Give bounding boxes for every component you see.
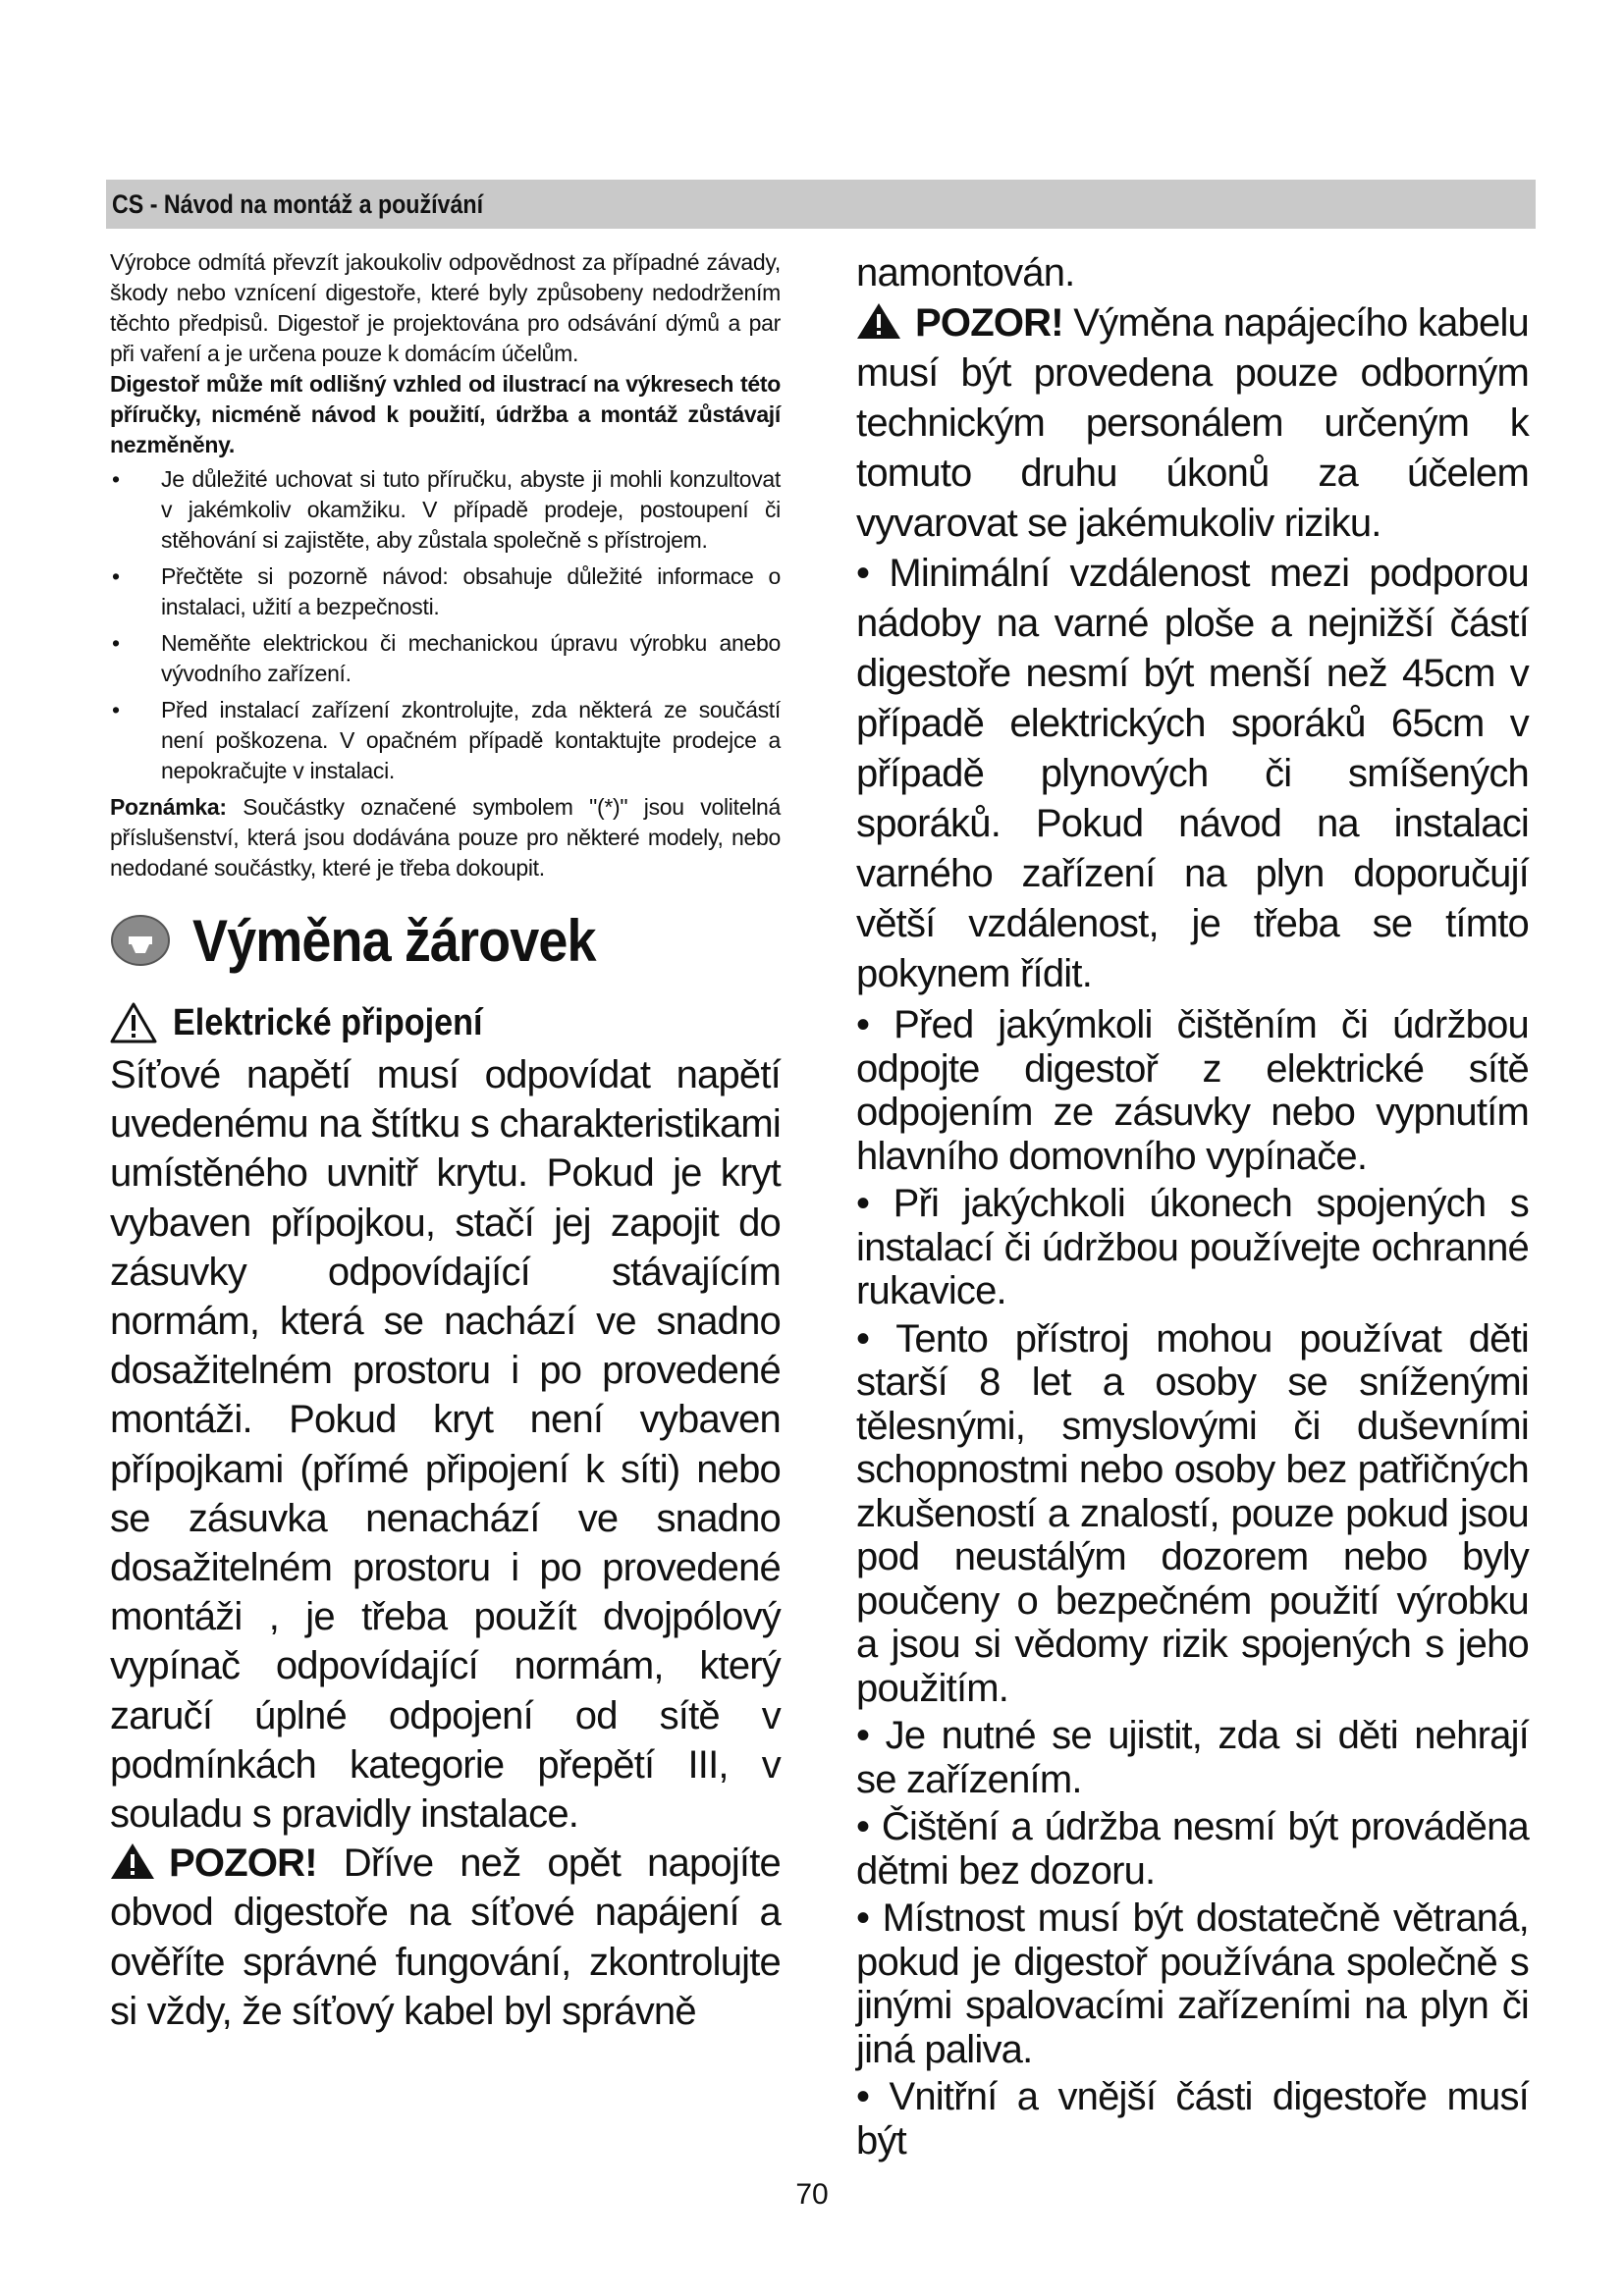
intro-bullet-list (110, 464, 781, 786)
bullet-icon: • (856, 1896, 870, 1940)
intro-paragraph: Výrobce odmítá převzít jakoukoliv odpovědnost za případné závady, škody nebo vznícení digestoře, které byly způsobeny nedodržením těchto předpisů. Digestoř je projektována pro odsávání dýmů a par při vaření a je určena pouze k domácím účelům. (110, 249, 781, 366)
bullet-icon: • (856, 1714, 870, 1757)
bullet-icon: • (856, 1316, 870, 1361)
list-item: • Je důležité uchovat si tuto příručku, abyste ji mohli konzultovat v jakémkoliv okamžiku. V případě prodeje, postoupení či stěhování si zajistěte, aby zůstala společně s přístrojem. (112, 466, 781, 553)
pozor-label: POZOR! (169, 1842, 317, 1886)
list-item: • Minimální vzdálenost mezi podporou nádoby na varné ploše a nejnižší částí digestoře nesmí být menší než 45cm v případě elektrických sporáků 65cm v případě plynových či smíšených sporáků. Pokud návod na instalaci varného zařízení na plyn doporučují větší vzdálenost, je třeba se tímto pokynem řídit. (856, 552, 1529, 995)
electrical-body: Síťové napětí musí odpovídat napětí uvedenému na štítku s charakteristikami umístěného uvnitř krytu. Pokud je kryt vybaven přípojkou, stačí jej zapojit do zásuvky odpovídající stávajícím normám, která se nachází ve snadno dosažitelném prostoru i po provedené montáži. Pokud kryt není vybaven přípojkami (přímé připojení k síti) nebo se zásuvka nenachází ve snadno dosažitelném prostoru i po provedené montáži , je třeba použít dvojpólový vypínač odpovídající normám, který zaručí úplné odpojení od sítě v podmínkách kategorie přepětí III, v souladu s pravidly instalace. (110, 1053, 781, 1837)
pozor-paragraph (110, 1839, 781, 2036)
warning-outline-icon (110, 1001, 157, 1044)
list-item: • Neměňte elektrickou či mechanickou úpravu výrobku anebo vývodního zařízení. (112, 630, 781, 686)
intro-bold-paragraph: Digestoř může mít odlišný vzhled od ilustrací na výkresech této příručky, nicméně návod k použití, údržba a montáž zůstávají nezměněny. (110, 371, 781, 457)
list-item: • Je nutné se ujistit, zda si děti nehrají se zařízením. (856, 1714, 1529, 1801)
page-number: 70 (795, 2178, 829, 2211)
right-column (856, 247, 1529, 2166)
list-item: • Při jakýchkoli úkonech spojených s instalací či údržbou používejte ochranné rukavice. (856, 1182, 1529, 1312)
section-title: Výměna žárovek (192, 907, 596, 974)
warning-icon (856, 302, 901, 340)
bullet-icon: • (856, 1805, 870, 1848)
header-title: CS - Návod na montáž a používání (112, 189, 484, 219)
note-text: Součástky označené symbolem "(*)" jsou volitelná příslušenství, která jsou dodávána pouze pro některé modely, nebo nedodané součástky, které je třeba dokoupit. (110, 794, 781, 881)
bullet-icon: • (112, 563, 120, 589)
list-item: • Před jakýmkoli čištěním či údržbou odpojte digestoř z elektrické sítě odpojením ze zásuvky nebo vypnutím hlavního domovního vypínače. (856, 1003, 1529, 1178)
subsection-heading (110, 995, 781, 1050)
pozor-paragraph-2 (856, 298, 1529, 549)
warning-icon (110, 1842, 155, 1880)
list-item: • Vnitřní a vnější části digestoře musí být (856, 2075, 1529, 2163)
note-paragraph (110, 792, 781, 883)
bullet-icon: • (856, 552, 870, 595)
bullet-icon: • (112, 630, 120, 656)
bullet-icon: • (856, 1003, 870, 1046)
bullet-icon: • (112, 466, 120, 492)
list-item: • Čištění a údržba nesmí být prováděna dětmi bez dozoru. (856, 1805, 1529, 1893)
left-column (110, 247, 781, 2036)
continued-text: namontován. (856, 251, 1075, 294)
bullet-icon: • (856, 2075, 870, 2118)
pozor-text: Dříve než opět napojíte obvod digestoře na síťové napájení a ověříte správné fungování, zkontrolujte si vždy, že síťový kabel byl správně (110, 1842, 781, 2033)
list-item: • Místnost musí být dostatečně větraná, pokud je digestoř používána společně s jinými spalovacími zařízeními na plyn či jiná paliva. (856, 1896, 1529, 2071)
pozor-label: POZOR! (915, 301, 1063, 345)
subsection-title: Elektrické připojení (173, 1001, 483, 1043)
list-item: • Před instalací zařízení zkontrolujte, zda některá ze součástí není poškozena. V opačném případě kontaktujte prodejce a nepokračujte v instalaci. (112, 697, 781, 783)
bullet-icon: • (112, 697, 120, 722)
bullet-icon: • (856, 1182, 870, 1225)
section-heading (110, 903, 781, 978)
section-header-bar (106, 180, 1536, 229)
lightbulb-icon (110, 910, 171, 971)
pozor-text: Výměna napájecího kabelu musí být provedena pouze odborným technickým personálem určeným k tomuto druhu úkonů za účelem vyvarovat se jakémukoliv riziku. (856, 301, 1529, 545)
note-label: Poznámka: (110, 794, 227, 820)
list-item: • Přečtěte si pozorně návod: obsahuje důležité informace o instalaci, užití a bezpečnosti. (112, 563, 781, 619)
list-item: • Tento přístroj mohou používat děti starší 8 let a osoby se sníženými tělesnými, smyslovými či duševními schopnostmi nebo osoby bez patřičných zkušeností a znalostí, pouze pokud jsou pod neustálým dozorem nebo byly poučeny o bezpečném použití výrobku a jsou si vědomy rizik spojených s jeho použitím. (856, 1316, 1530, 1710)
